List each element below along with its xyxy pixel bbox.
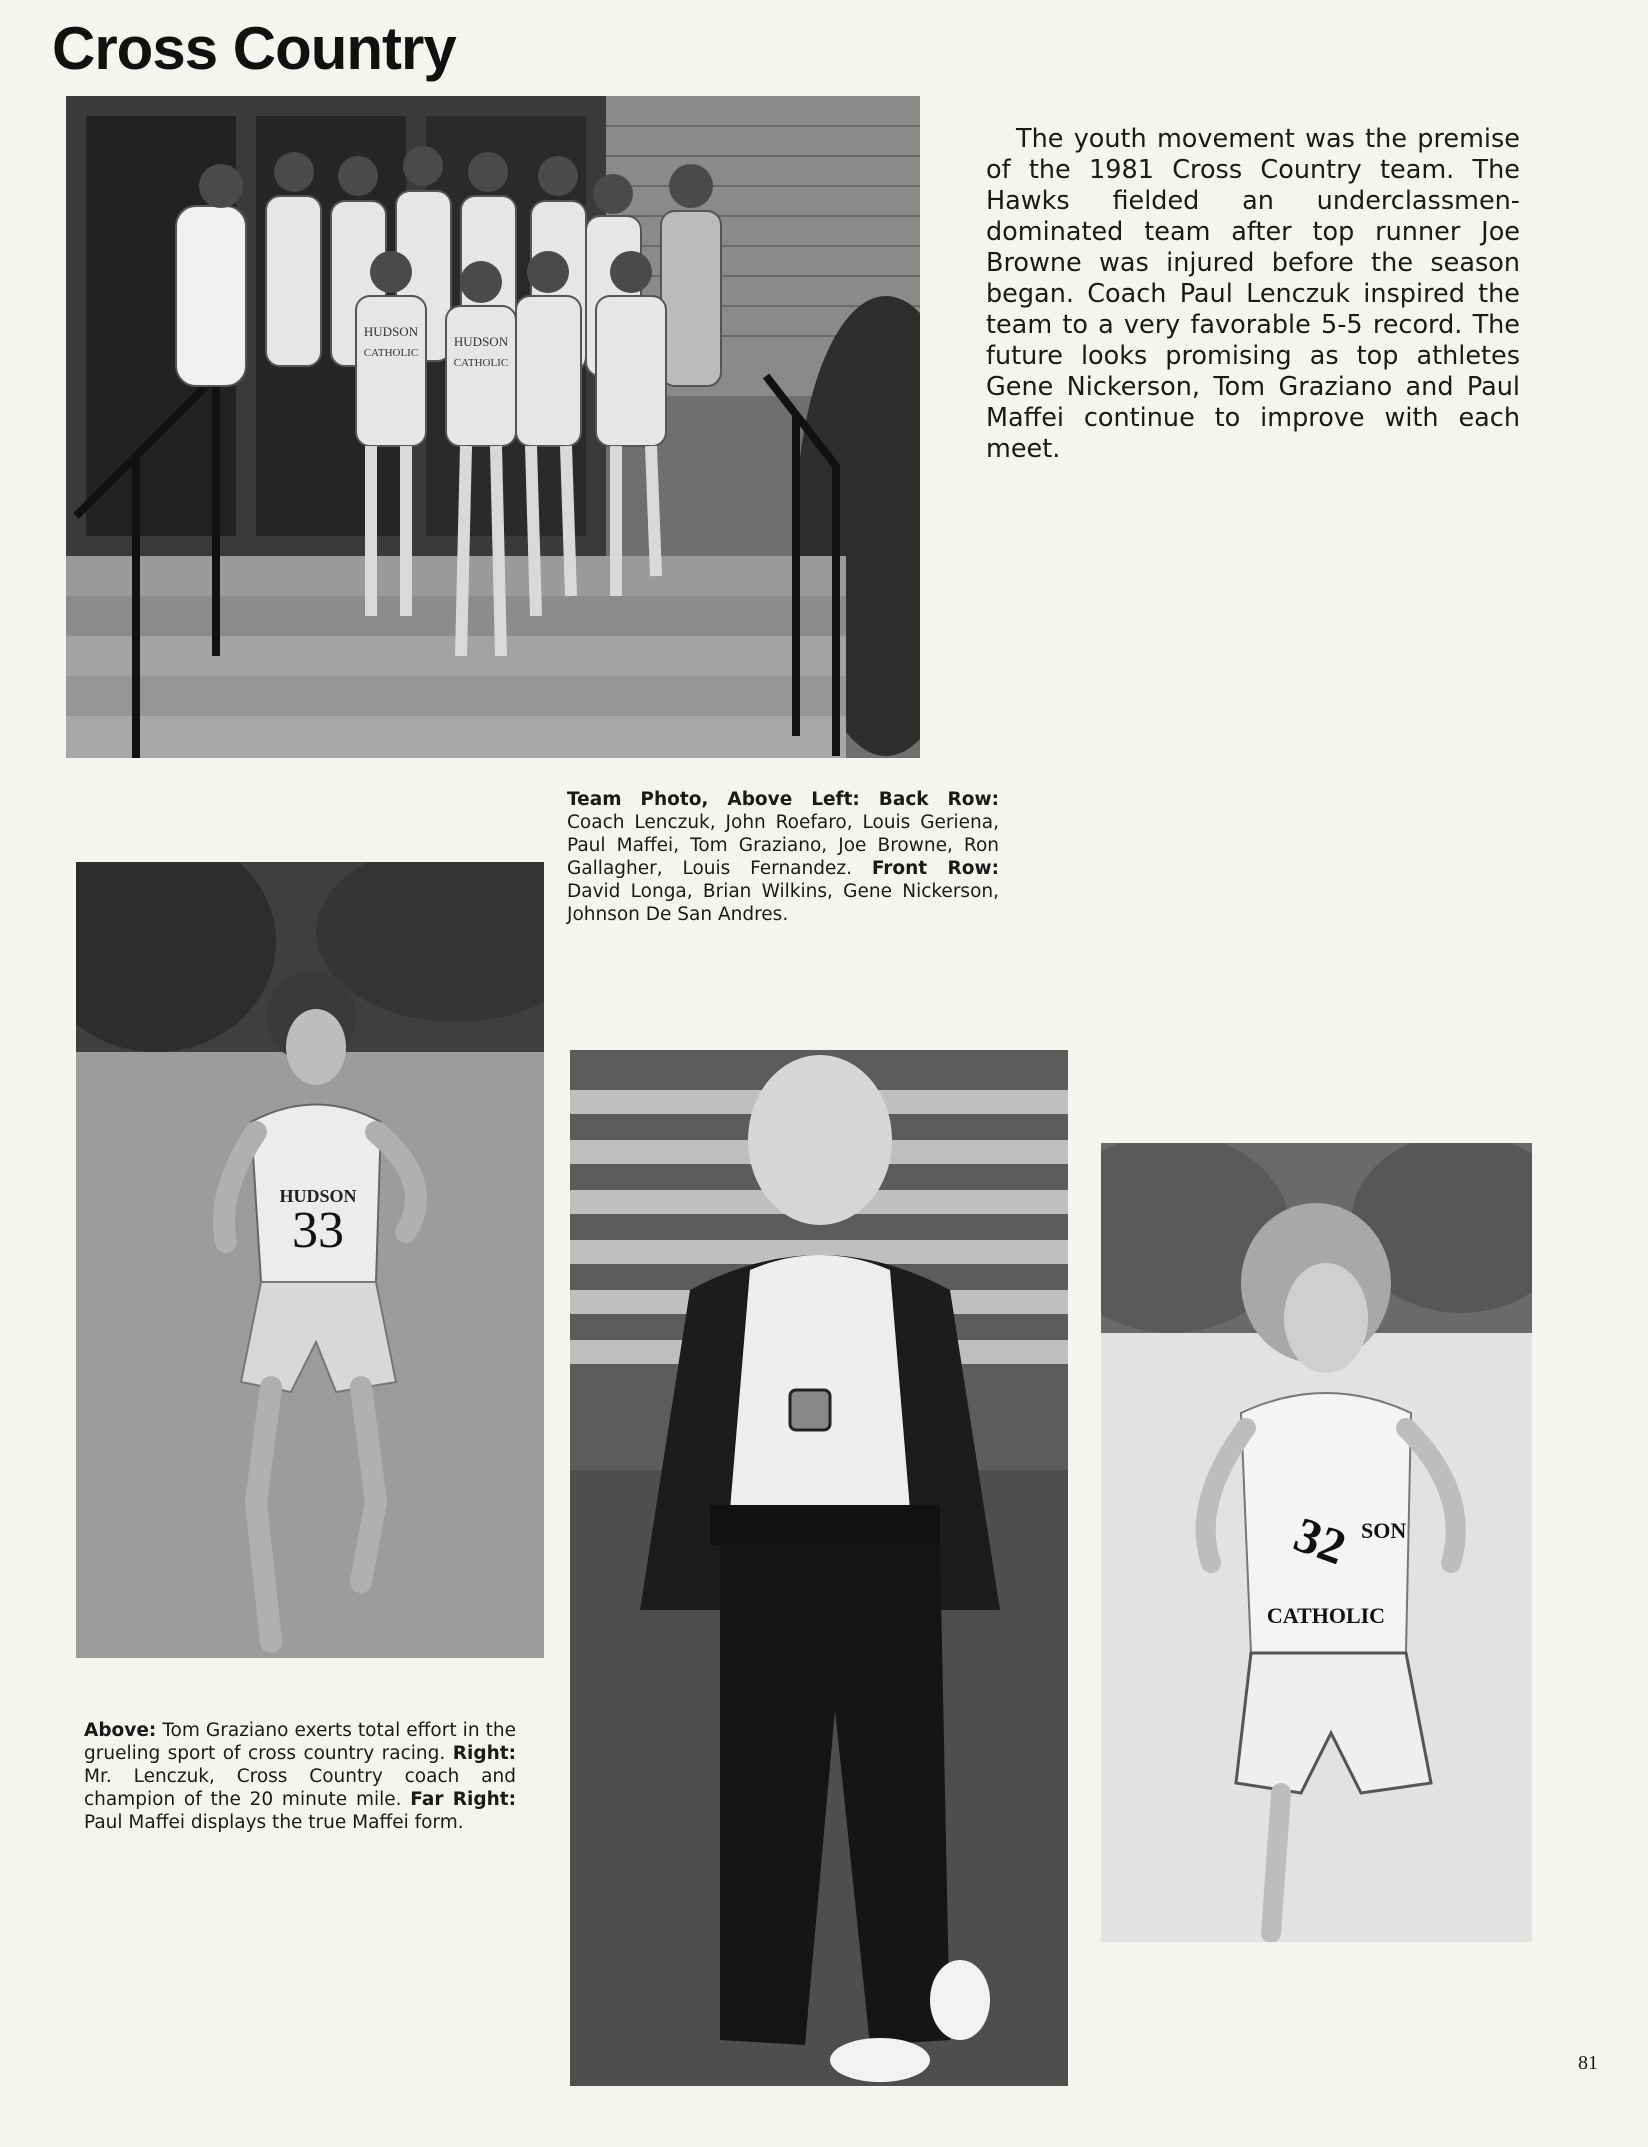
photo-caption	[84, 1719, 516, 1834]
team-photo	[66, 96, 920, 758]
caption-far-right-text: Paul Maffei displays the true Maffei form.	[84, 1812, 464, 1833]
caption-far-right-label: Far Right:	[410, 1789, 516, 1810]
team-caption-front-row-label: Front Row:	[871, 858, 999, 879]
page-title: Cross Country	[52, 15, 456, 82]
team-caption-heading: Team Photo, Above Left: Back Row:	[567, 789, 999, 810]
runner-32-jersey-text: SON	[1361, 1518, 1407, 1543]
team-jersey-text-front: HUDSON	[453, 334, 509, 349]
page-number: 81	[1578, 2052, 1598, 2074]
team-photo-caption	[567, 788, 999, 926]
caption-above-text: Tom Graziano exerts total effort in the grueling sport of cross country racing.	[84, 1720, 516, 1764]
team-caption-back-row: Coach Lenczuk, John Roefaro, Louis Geriena, Paul Maffei, Tom Graziano, Joe Browne, Ron Gallagher, Louis Fernandez.	[567, 812, 999, 879]
caption-right-text: Mr. Lenczuk, Cross Country coach and champion of the 20 minute mile.	[84, 1766, 516, 1810]
caption-above-label: Above:	[84, 1720, 157, 1741]
runner-33-jersey-text: HUDSON	[279, 1186, 357, 1206]
team-caption-front-row: David Longa, Brian Wilkins, Gene Nickerson, Johnson De San Andres.	[567, 881, 999, 925]
runner-32-bib-number: 32	[1287, 1505, 1354, 1576]
runner-32-jersey-subtext: CATHOLIC	[1266, 1603, 1386, 1628]
coach-photo	[570, 1050, 1068, 2086]
team-jersey-text: HUDSON	[363, 324, 419, 339]
caption-right-label: Right:	[452, 1743, 516, 1764]
team-jersey-subtext-front: CATHOLIC	[453, 357, 509, 369]
runner-33-photo	[76, 862, 544, 1658]
team-jersey-subtext: CATHOLIC	[363, 347, 419, 359]
runner-32-photo	[1101, 1143, 1532, 1942]
runner-33-bib-number: 33	[292, 1202, 344, 1259]
intro-paragraph: The youth movement was the premise of the 1981 Cross Country team. The Hawks fielded an underclassmen-dominated team after top runner Joe Browne was injured before the season began. Coach Paul Lenczuk inspired the team to a very favorable 5-5 record. The future looks promising as top athletes Gene Nickerson, Tom Graziano and Paul Maffei continue to improve with each meet.	[986, 124, 1520, 464]
